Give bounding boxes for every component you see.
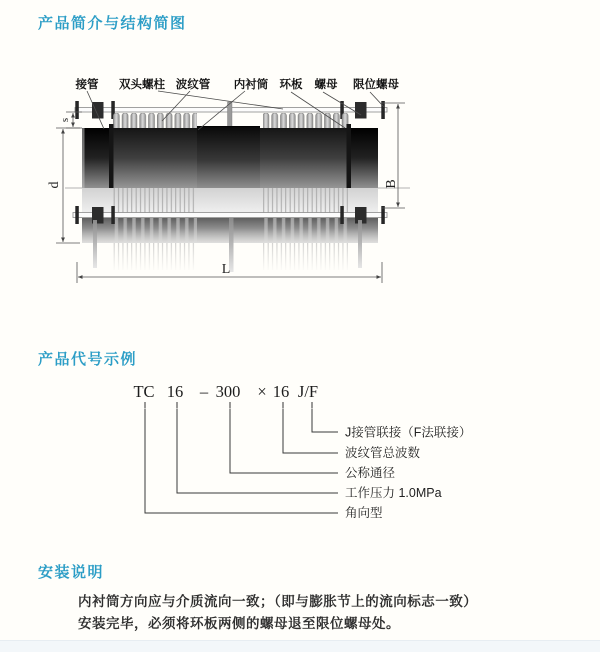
label-shuangtou-luozhu: 双头螺柱 bbox=[119, 79, 165, 91]
ring-plate-left bbox=[109, 124, 114, 188]
center-post bbox=[228, 102, 233, 128]
code-seg-waves: 16 bbox=[272, 382, 290, 401]
dim-L: L bbox=[221, 262, 231, 277]
pipe-end-right bbox=[348, 128, 378, 188]
installation-line-1: 内衬筒方向应与介质流向一致；（即与膨胀节上的流向标志一致） bbox=[78, 594, 478, 609]
callout-working-pressure: 工作压力 1.0MPa bbox=[345, 486, 442, 500]
installation-notes bbox=[78, 591, 548, 635]
page-bottom-strip bbox=[0, 640, 600, 652]
ring-plate-right bbox=[347, 124, 352, 188]
code-callouts bbox=[345, 425, 471, 521]
code-seg-dash: – bbox=[199, 382, 209, 401]
nut-right bbox=[355, 102, 367, 119]
dimension-d bbox=[47, 128, 80, 243]
dimension-B bbox=[382, 103, 405, 208]
dim-s: s bbox=[59, 117, 71, 123]
bellows-right bbox=[263, 113, 349, 128]
dim-d: d bbox=[47, 181, 62, 189]
label-luomu: 螺母 bbox=[314, 79, 338, 91]
callout-connection: J接管联接（F法联接） bbox=[345, 425, 472, 440]
pipe-end-left bbox=[82, 128, 112, 188]
label-huanban: 环板 bbox=[279, 79, 303, 91]
code-seg-times: × bbox=[257, 382, 267, 401]
limit-nut-right bbox=[381, 101, 385, 119]
label-jieguan: 接管 bbox=[75, 79, 99, 91]
callout-nominal-diameter: 公称通径 bbox=[345, 466, 396, 480]
installation-line-2: 安装完毕，必须将环板两侧的螺母退至限位螺母处。 bbox=[78, 616, 400, 631]
label-neichentong: 内衬筒 bbox=[233, 79, 269, 91]
code-connectors bbox=[145, 409, 338, 513]
callout-angular-type: 角向型 bbox=[345, 506, 383, 520]
code-seg-diameter: 300 bbox=[215, 382, 241, 401]
part-labels bbox=[75, 77, 400, 91]
section-title-install: 安装说明 bbox=[38, 564, 105, 581]
code-seg-type: TC bbox=[133, 382, 155, 401]
label-xianwei-luomu: 限位螺母 bbox=[353, 79, 399, 91]
product-code-example bbox=[120, 378, 590, 548]
section-title-intro: 产品简介与结构简图 bbox=[38, 15, 187, 32]
code-seg-pressure: 16 bbox=[166, 382, 184, 401]
bellows-left bbox=[112, 113, 197, 128]
section-title-code: 产品代号示例 bbox=[38, 351, 138, 368]
code-ticks bbox=[145, 402, 312, 409]
inner-liner-sleeve bbox=[197, 126, 260, 188]
callout-wave-count: 波纹管总波数 bbox=[345, 446, 421, 460]
code-segments bbox=[133, 382, 318, 401]
code-seg-connection: J/F bbox=[297, 382, 319, 401]
stud-left-outer bbox=[75, 101, 79, 119]
structure-diagram bbox=[40, 68, 420, 295]
dim-B: B bbox=[384, 179, 399, 189]
nut-left bbox=[92, 102, 104, 119]
label-bowenguan: 波纹管 bbox=[175, 79, 211, 91]
